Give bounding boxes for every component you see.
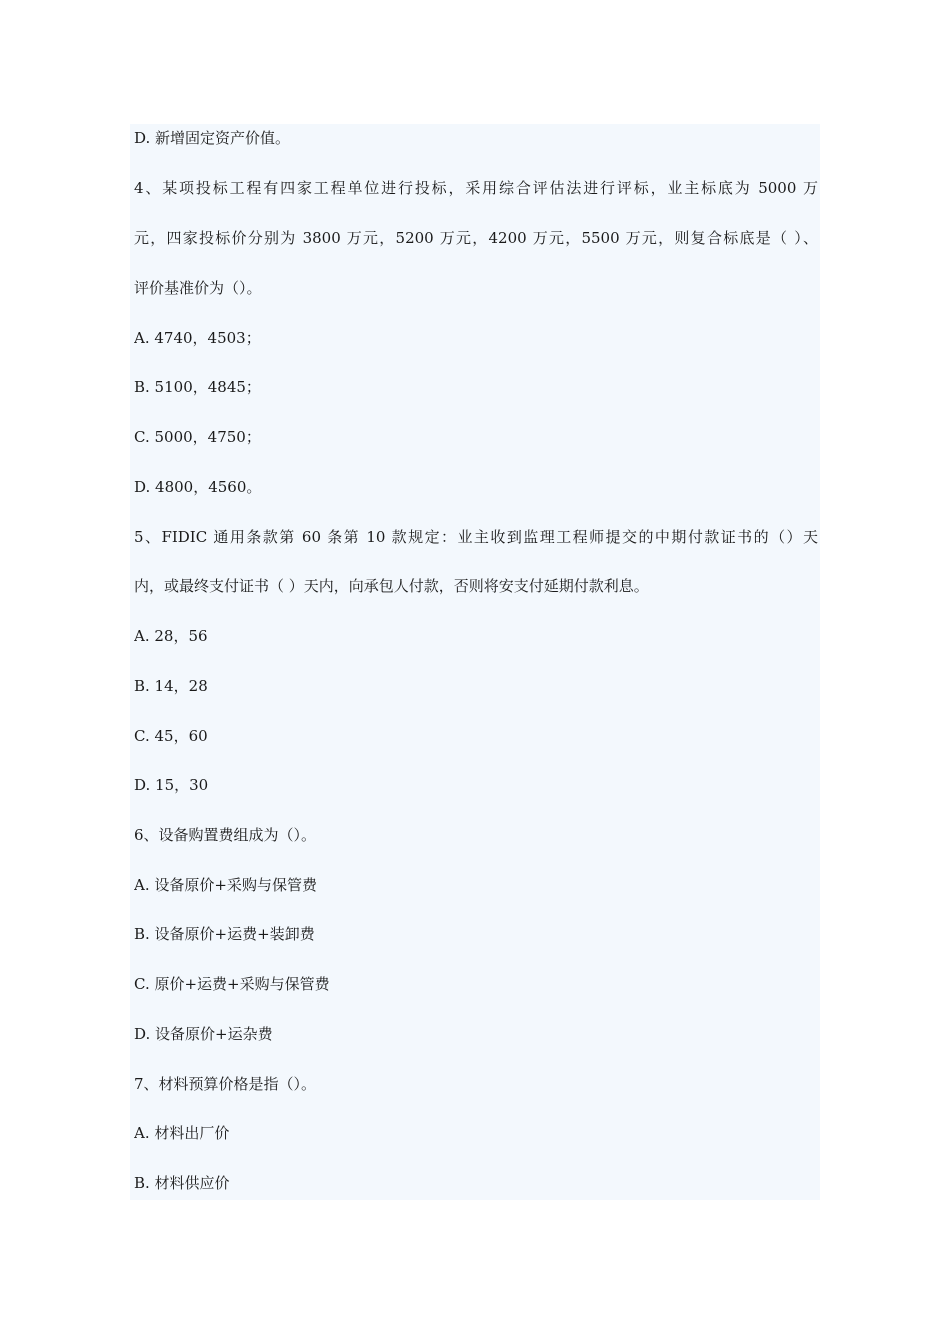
question-4-line-3: 评价基准价为（）。 <box>134 279 262 297</box>
option-b-q6: B. 设备原价+运费+装卸费 <box>134 925 315 943</box>
question-4-line-1: 4、某项投标工程有四家工程单位进行投标，采用综合评估法进行评标，业主标底为 5000 万 <box>134 179 818 197</box>
option-a-q7: A. 材料出厂价 <box>134 1124 230 1142</box>
option-c-q5: C. 45，60 <box>134 727 208 745</box>
question-4-line-2: 元，四家投标价分别为 3800 万元，5200 万元，4200 万元，5500 万元，则复合标底是（ ）、 <box>134 229 818 247</box>
option-c-q6: C. 原价+运费+采购与保管费 <box>134 975 330 993</box>
option-a-q4: A. 4740，4503； <box>134 329 261 347</box>
option-b-q5: B. 14，28 <box>134 677 208 695</box>
option-d-q5: D. 15，30 <box>134 776 209 794</box>
question-6: 6、设备购置费组成为（）。 <box>134 826 317 844</box>
option-a-q6: A. 设备原价+采购与保管费 <box>134 876 317 894</box>
option-d-q3: D. 新增固定资产价值。 <box>134 129 291 147</box>
option-c-q4: C. 5000，4750； <box>134 428 261 446</box>
option-b-q4: B. 5100，4845； <box>134 378 261 396</box>
question-5-line-1: 5、FIDIC 通用条款第 60 条第 10 款规定：业主收到监理工程师提交的中期付款证书的（）天 <box>134 528 818 546</box>
option-d-q6: D. 设备原价+运杂费 <box>134 1025 273 1043</box>
option-d-q4: D. 4800，4560。 <box>134 478 262 496</box>
question-5-line-2: 内，或最终支付证书（ ）天内，向承包人付款，否则将安支付延期付款利息。 <box>134 577 649 595</box>
question-7: 7、材料预算价格是指（）。 <box>134 1075 317 1093</box>
option-a-q5: A. 28，56 <box>134 627 208 645</box>
document-body <box>130 124 820 1200</box>
option-b-q7: B. 材料供应价 <box>134 1174 230 1192</box>
